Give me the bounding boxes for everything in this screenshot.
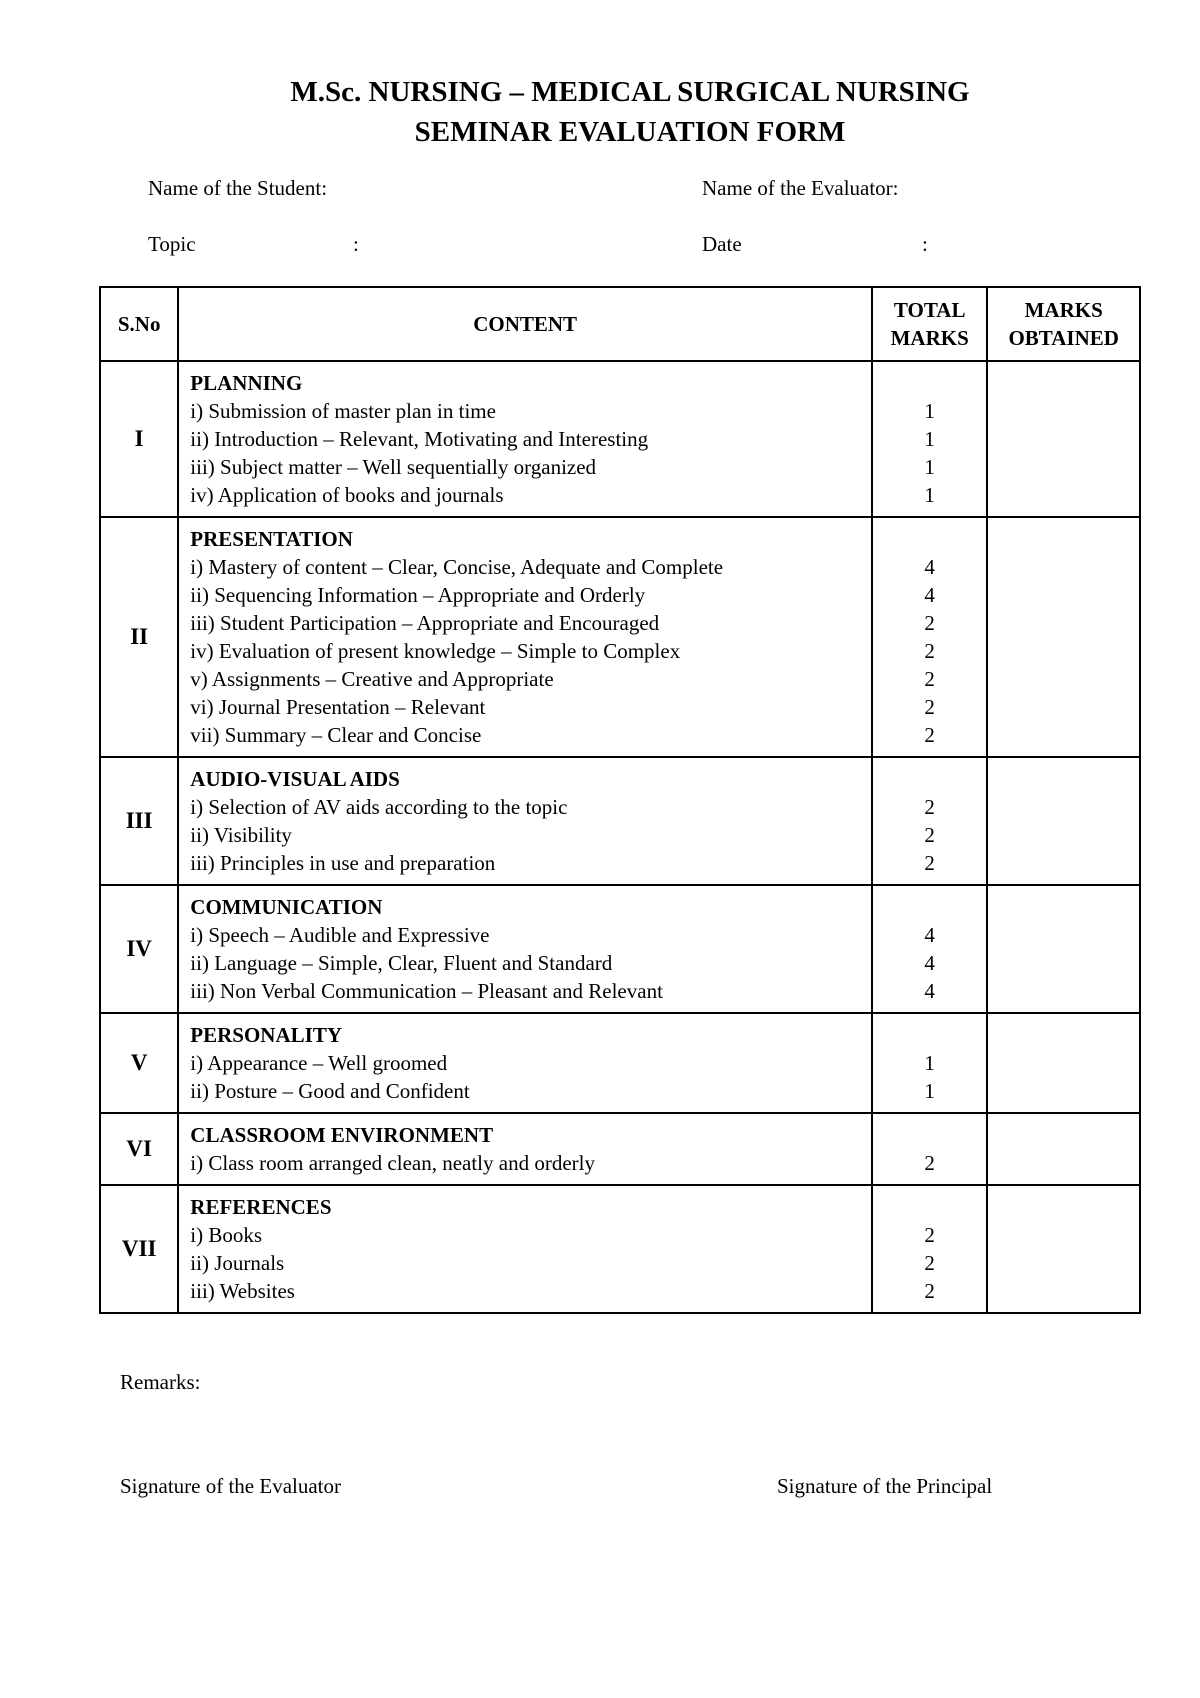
marks-obtained-cell[interactable] [987,885,1140,1013]
total-marks-value: 4 [924,583,935,607]
section-number: II [100,517,178,757]
section-number: VII [100,1185,178,1313]
table-row [100,885,1140,1013]
total-marks-value: 2 [924,851,935,875]
marks-obtained-cell[interactable] [987,1113,1140,1185]
criterion-item: vii) Summary – Clear and Concise [190,723,482,747]
section-heading: AUDIO-VISUAL AIDS [190,767,400,791]
total-marks-value: 2 [924,639,935,663]
topic-label: Topic [148,232,196,256]
section-number: III [100,757,178,885]
total-marks-value: 4 [924,951,935,975]
marks-obtained-cell[interactable] [987,361,1140,517]
section-heading: CLASSROOM ENVIRONMENT [190,1123,494,1147]
header-total-marks [872,287,987,361]
criterion-item: iv) Evaluation of present knowledge – Simple to Complex [190,639,681,663]
total-marks-cell [872,757,987,885]
header-total-line2: MARKS [890,326,969,350]
section-content [178,1185,872,1313]
criterion-item: vi) Journal Presentation – Relevant [190,695,486,719]
criterion-item: i) Appearance – Well groomed [190,1051,448,1075]
total-marks-value: 2 [924,723,935,747]
total-marks-value: 1 [924,399,935,423]
section-content [178,885,872,1013]
principal-signature-label: Signature of the Principal [777,1474,993,1498]
total-marks-cell [872,361,987,517]
section-heading: PLANNING [190,371,303,395]
total-marks-value: 2 [924,667,935,691]
form-subtitle: SEMINAR EVALUATION FORM [414,116,846,148]
evaluation-table [99,286,1141,1314]
evaluator-signature-label: Signature of the Evaluator [120,1474,342,1498]
marks-obtained-cell[interactable] [987,1013,1140,1113]
criterion-item: iii) Student Participation – Appropriate and Encouraged [190,611,660,635]
total-marks-value: 2 [924,795,935,819]
total-marks-value: 2 [924,823,935,847]
section-number: I [100,361,178,517]
table-row [100,517,1140,757]
criterion-item: iii) Non Verbal Communication – Pleasant and Relevant [190,979,663,1003]
criterion-item: iv) Application of books and journals [190,483,504,507]
remarks-label: Remarks: [120,1370,201,1394]
criterion-item: ii) Introduction – Relevant, Motivating and Interesting [190,427,649,451]
table-row [100,757,1140,885]
total-marks-value: 2 [924,695,935,719]
table-row [100,1113,1140,1185]
section-heading: REFERENCES [190,1195,332,1219]
section-content [178,757,872,885]
section-number: IV [100,885,178,1013]
table-row [100,1185,1140,1313]
criterion-item: ii) Sequencing Information – Appropriate and Orderly [190,583,646,607]
marks-obtained-cell[interactable] [987,1185,1140,1313]
date-colon: : [922,232,928,256]
criterion-item: iii) Websites [190,1279,295,1303]
table-body [100,361,1140,1313]
criterion-item: ii) Language – Simple, Clear, Fluent and Standard [190,951,613,975]
total-marks-value: 1 [924,427,935,451]
table-row [100,1013,1140,1113]
criterion-item: ii) Visibility [190,823,292,847]
total-marks-cell [872,885,987,1013]
total-marks-value: 2 [924,1279,935,1303]
total-marks-value: 4 [924,979,935,1003]
total-marks-cell [872,1013,987,1113]
criterion-item: iii) Principles in use and preparation [190,851,496,875]
header-content: CONTENT [178,287,872,361]
section-heading: PERSONALITY [190,1023,342,1047]
section-content [178,517,872,757]
form-title: M.Sc. NURSING – MEDICAL SURGICAL NURSING [290,76,970,108]
total-marks-value: 1 [924,483,935,507]
total-marks-value: 4 [924,555,935,579]
section-number: VI [100,1113,178,1185]
evaluator-name-label: Name of the Evaluator: [702,176,899,200]
criterion-item: i) Mastery of content – Clear, Concise, Adequate and Complete [190,555,724,579]
section-heading: PRESENTATION [190,527,353,551]
criterion-item: i) Class room arranged clean, neatly and orderly [190,1151,595,1175]
total-marks-value: 2 [924,1151,935,1175]
section-content [178,1113,872,1185]
section-content [178,361,872,517]
header-obtained-line1: MARKS [1024,298,1103,322]
total-marks-value: 1 [924,1051,935,1075]
criterion-item: i) Speech – Audible and Expressive [190,923,490,947]
header-total-line1: TOTAL [893,298,966,322]
total-marks-value: 1 [924,1079,935,1103]
total-marks-cell [872,517,987,757]
criterion-item: i) Submission of master plan in time [190,399,496,423]
total-marks-cell [872,1185,987,1313]
criterion-item: v) Assignments – Creative and Appropriate [190,667,554,691]
table-header-row [100,287,1140,361]
total-marks-value: 2 [924,611,935,635]
section-number: V [100,1013,178,1113]
header-obtained-line2: OBTAINED [1008,326,1119,350]
total-marks-cell [872,1113,987,1185]
section-heading: COMMUNICATION [190,895,383,919]
total-marks-value: 2 [924,1223,935,1247]
header-marks-obtained [987,287,1140,361]
section-content [178,1013,872,1113]
student-name-label: Name of the Student: [148,176,328,200]
table-row [100,361,1140,517]
criterion-item: i) Books [190,1223,263,1247]
criterion-item: ii) Posture – Good and Confident [190,1079,470,1103]
criterion-item: i) Selection of AV aids according to the topic [190,795,568,819]
total-marks-value: 2 [924,1251,935,1275]
date-label: Date [702,232,742,256]
header-sno: S.No [100,287,178,361]
marks-obtained-cell[interactable] [987,517,1140,757]
topic-colon: : [353,232,359,256]
marks-obtained-cell[interactable] [987,757,1140,885]
total-marks-value: 1 [924,455,935,479]
criterion-item: iii) Subject matter – Well sequentially organized [190,455,597,479]
criterion-item: ii) Journals [190,1251,285,1275]
total-marks-value: 4 [924,923,935,947]
